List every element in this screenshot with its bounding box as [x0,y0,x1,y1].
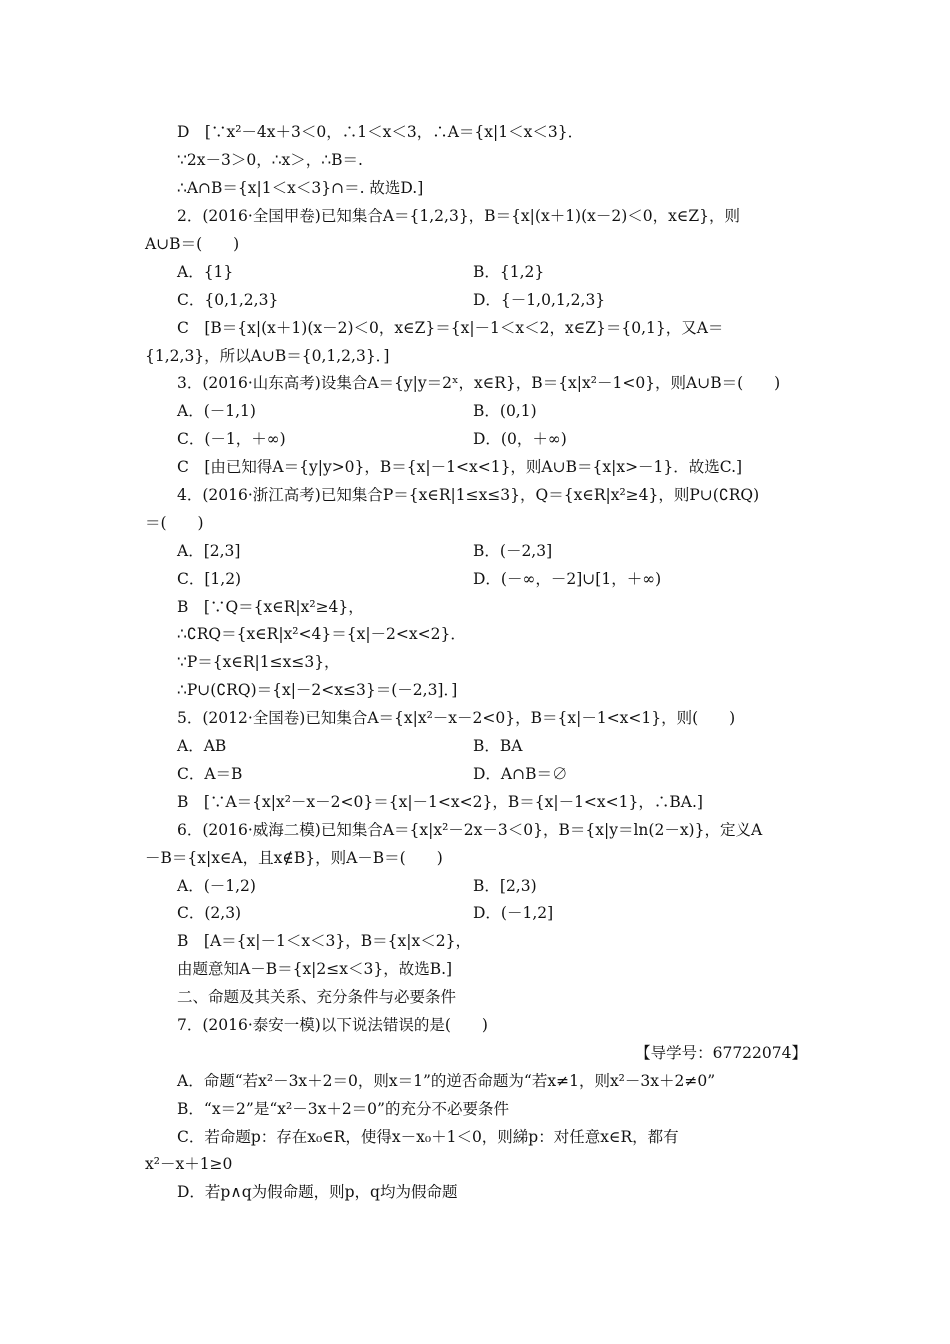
question-7-stem: 7．(2016·泰安一模)以下说法错误的是( ) [177,1016,488,1034]
section-heading: 二、命题及其关系、充分条件与必要条件 [177,988,457,1006]
answer-1-line-1: D [∵x²－4x＋3＜0，∴1＜x＜3，∴A＝{x|1＜x＜3}． [177,123,584,141]
question-3-option-d: D．(0，＋∞) [473,430,567,448]
answer-4-line-4: ∴P∪(∁RQ)＝{x|－2<x≤3}＝(－2,3]．] [177,681,458,699]
question-2-option-b: B．{1,2} [473,263,545,281]
question-3-option-c: C．(－1，＋∞) [177,430,286,448]
answer-3-line-1: C [由已知得A＝{y|y>0}，B＝{x|－1<x<1}，则A∪B＝{x|x>－1}．故选C.] [177,458,743,476]
question-7-option-a: A．命题“若x²－3x＋2＝0，则x＝1”的逆否命题为“若x≠1，则x²－3x＋2≠0” [177,1072,716,1090]
answer-4-line-1: B [∵Q＝{x∈R|x²≥4}， [177,598,364,616]
question-7-option-d: D．若p∧q为假命题，则p，q均为假命题 [177,1183,458,1201]
answer-6-line-1: B [A＝{x|－1＜x＜3}，B＝{x|x＜2}， [177,932,471,950]
question-6-option-a: A．(－1,2) [177,877,256,895]
question-4-option-b: B．(－2,3] [473,542,553,560]
answer-2-line-1: C [B＝{x|(x＋1)(x－2)＜0，x∈Z}＝{x|－1＜x＜2，x∈Z}＝{0,1}，又A＝ [177,319,724,337]
question-5-option-b: B．BA [473,737,523,755]
guide-number: 【导学号：67722074】 [635,1044,807,1062]
answer-6-line-2: 由题意知A－B＝{x|2≤x＜3}，故选B.] [177,960,453,978]
answer-4-line-2: ∴∁RQ＝{x∈R|x²<4}＝{x|－2<x<2}． [177,625,466,643]
question-4-option-d: D．(－∞，－2]∪[1，＋∞) [473,570,662,588]
question-5-option-c: C．A＝B [177,765,243,783]
question-3-option-a: A．(－1,1) [177,402,256,420]
question-6-option-c: C．(2,3) [177,904,242,922]
question-2-option-c: C．{0,1,2,3} [177,291,279,309]
question-6-option-b: B．[2,3) [473,877,537,895]
question-3-stem: 3．(2016·山东高考)设集合A＝{y|y＝2ˣ，x∈R}，B＝{x|x²－1<0}，则A∪B＝( ) [177,374,781,392]
question-5-option-a: A．AB [177,737,227,755]
question-5-stem: 5．(2012·全国卷)已知集合A＝{x|x²－x－2<0}，B＝{x|－1<x<1}，则( ) [177,709,736,727]
question-2-option-d: D．{－1,0,1,2,3} [473,291,606,309]
answer-4-line-3: ∵P＝{x∈R|1≤x≤3}， [177,653,340,671]
answer-1-line-2: ∵2x－3＞0，∴x＞，∴B＝. [177,151,363,169]
question-6-stem: 6．(2016·威海二模)已知集合A＝{x|x²－2x－3＜0}，B＝{x|y＝ln(2－x)}，定义A [177,821,763,839]
question-7-option-c-cont: x²－x＋1≥0 [145,1155,233,1173]
question-4-stem-cont: ＝( ) [145,514,204,532]
question-5-option-d: D．A∩B＝∅ [473,765,568,783]
question-2-stem: 2．(2016·全国甲卷)已知集合A＝{1,2,3}，B＝{x|(x＋1)(x－2)＜0，x∈Z}，则 [177,207,741,225]
question-4-option-a: A．[2,3] [177,542,241,560]
answer-1-line-3: ∴A∩B＝{x|1＜x＜3}∩＝. 故选D.] [177,179,424,197]
question-2-option-a: A．{1} [177,263,234,281]
question-2-stem-cont: A∪B＝( ) [145,235,240,253]
question-7-option-b: B．“x＝2”是“x²－3x＋2＝0”的充分不必要条件 [177,1100,509,1118]
question-3-option-b: B．(0,1) [473,402,537,420]
question-7-option-c: C．若命题p：存在x₀∈R，使得x－x₀＋1＜0，则綈p：对任意x∈R，都有 [177,1128,679,1146]
question-6-stem-cont: －B＝{x|x∈A，且x∉B}，则A－B＝( ) [145,849,443,867]
answer-5-line-1: B [∵A＝{x|x²－x－2<0}＝{x|－1<x<2}，B＝{x|－1<x<1}，∴BA.] [177,793,703,811]
answer-2-line-2: {1,2,3}，所以A∪B＝{0,1,2,3}．] [145,347,390,365]
question-4-option-c: C．[1,2) [177,570,242,588]
question-4-stem: 4．(2016·浙江高考)已知集合P＝{x∈R|1≤x≤3}，Q＝{x∈R|x²≥4}，则P∪(∁RQ) [177,486,760,504]
question-6-option-d: D．(－1,2] [473,904,554,922]
